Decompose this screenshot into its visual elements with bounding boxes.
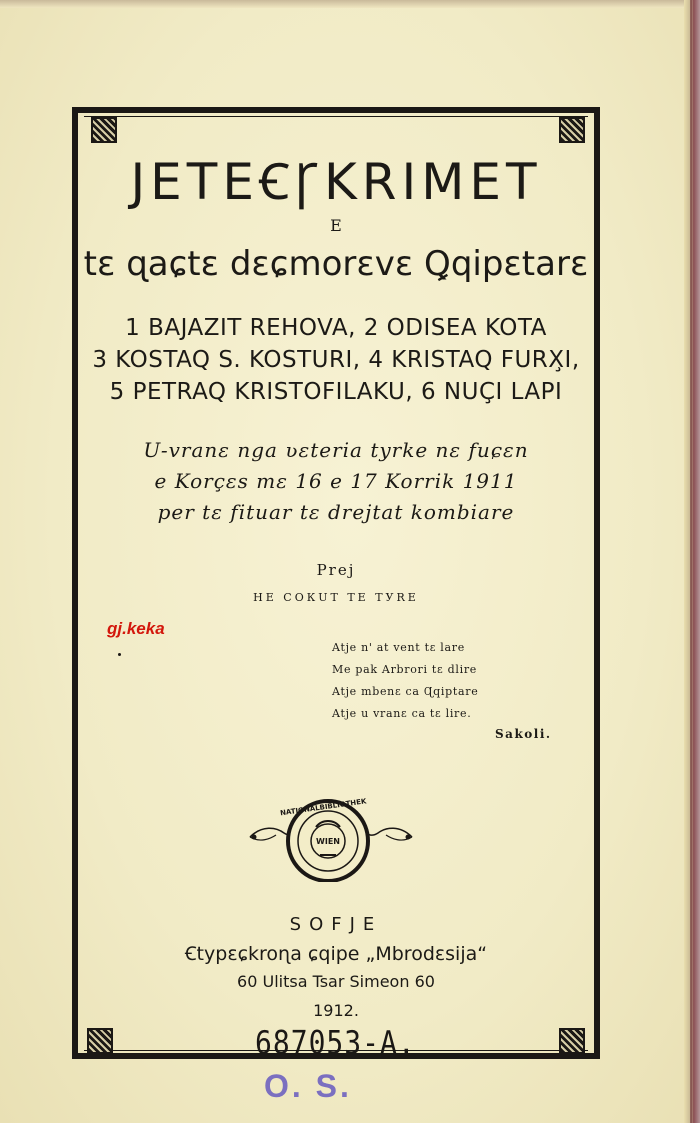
dedication-text (78, 435, 594, 528)
corner-ornament-icon (87, 1028, 113, 1054)
corner-ornament-icon (559, 1028, 585, 1054)
imprint-year: 1912. (313, 1001, 359, 1020)
byline-prefix: Prej (316, 561, 356, 579)
page-title: JETEꞒꞄKRIMET (130, 153, 542, 211)
ink-speck (118, 653, 121, 656)
stamp-center-text: WIEN (316, 837, 340, 846)
names-list (78, 312, 594, 408)
title-conjunction: E (330, 216, 342, 235)
dedication-line: U-vranɛ nga ʋɛteria tyrke nɛ fuɕɛn (143, 438, 529, 462)
names-line: 1 BAJAZIT REHOVA, 2 ODISEA KOTA (125, 315, 547, 341)
border-inner-line-top (84, 116, 588, 117)
dedication-line: e Korçɛs mɛ 16 e 17 Korrik 1911 (154, 469, 518, 493)
imprint-address: 60 Ulitsa Tsar Simeon 60 (237, 972, 435, 991)
byline-author: НЕ СОКUТ ТЕ ТУRЕ (253, 591, 419, 604)
stamp-outer-text: NATIONALBIBLIOTHEK (279, 797, 367, 818)
poem-line: Atje u vranɛ ca tɛ lire. (332, 707, 472, 720)
poem-line: Atje mbenɛ ca Ɋqiptare (332, 685, 479, 698)
names-line: 5 PETRAQ KRISTOFILAKU, 6 NUÇI LAPI (109, 379, 563, 405)
imprint-press: Ꞓtypɛɕkroɳa ɕqipe „Mbrodɛsija“ (184, 943, 488, 965)
border-frame-right (594, 107, 600, 1059)
handwritten-annotation: gj.keka (107, 619, 165, 638)
catalog-number: 687053-A. (255, 1023, 416, 1062)
library-stamp-icon (246, 797, 416, 882)
imprint-city: SOFJE (289, 914, 383, 935)
poem-line: Me pak Arbrori tɛ dlire (332, 663, 477, 676)
shelf-mark-stamp: O. S. (264, 1068, 352, 1104)
corner-ornament-icon (91, 117, 117, 143)
page-right-edge (684, 0, 700, 1123)
epigraph-poem (332, 637, 552, 741)
page-subtitle: tɛ ɋaɕtɛ dɛɕmorɛvɛ Ꝗqipɛtarɛ (83, 244, 589, 284)
dedication-line: per tɛ fituar tɛ drejtat kombiare (157, 500, 515, 524)
poem-author: Sakoli. (495, 727, 552, 741)
names-line: 3 KOSTAQ S. KOSTURI, 4 KRISTAQ FURX̧I, (92, 347, 580, 373)
corner-ornament-icon (559, 117, 585, 143)
page-top-edge (0, 0, 700, 8)
border-frame-top (72, 107, 600, 113)
poem-line: Atje n' at vent tɛ lare (332, 641, 465, 654)
